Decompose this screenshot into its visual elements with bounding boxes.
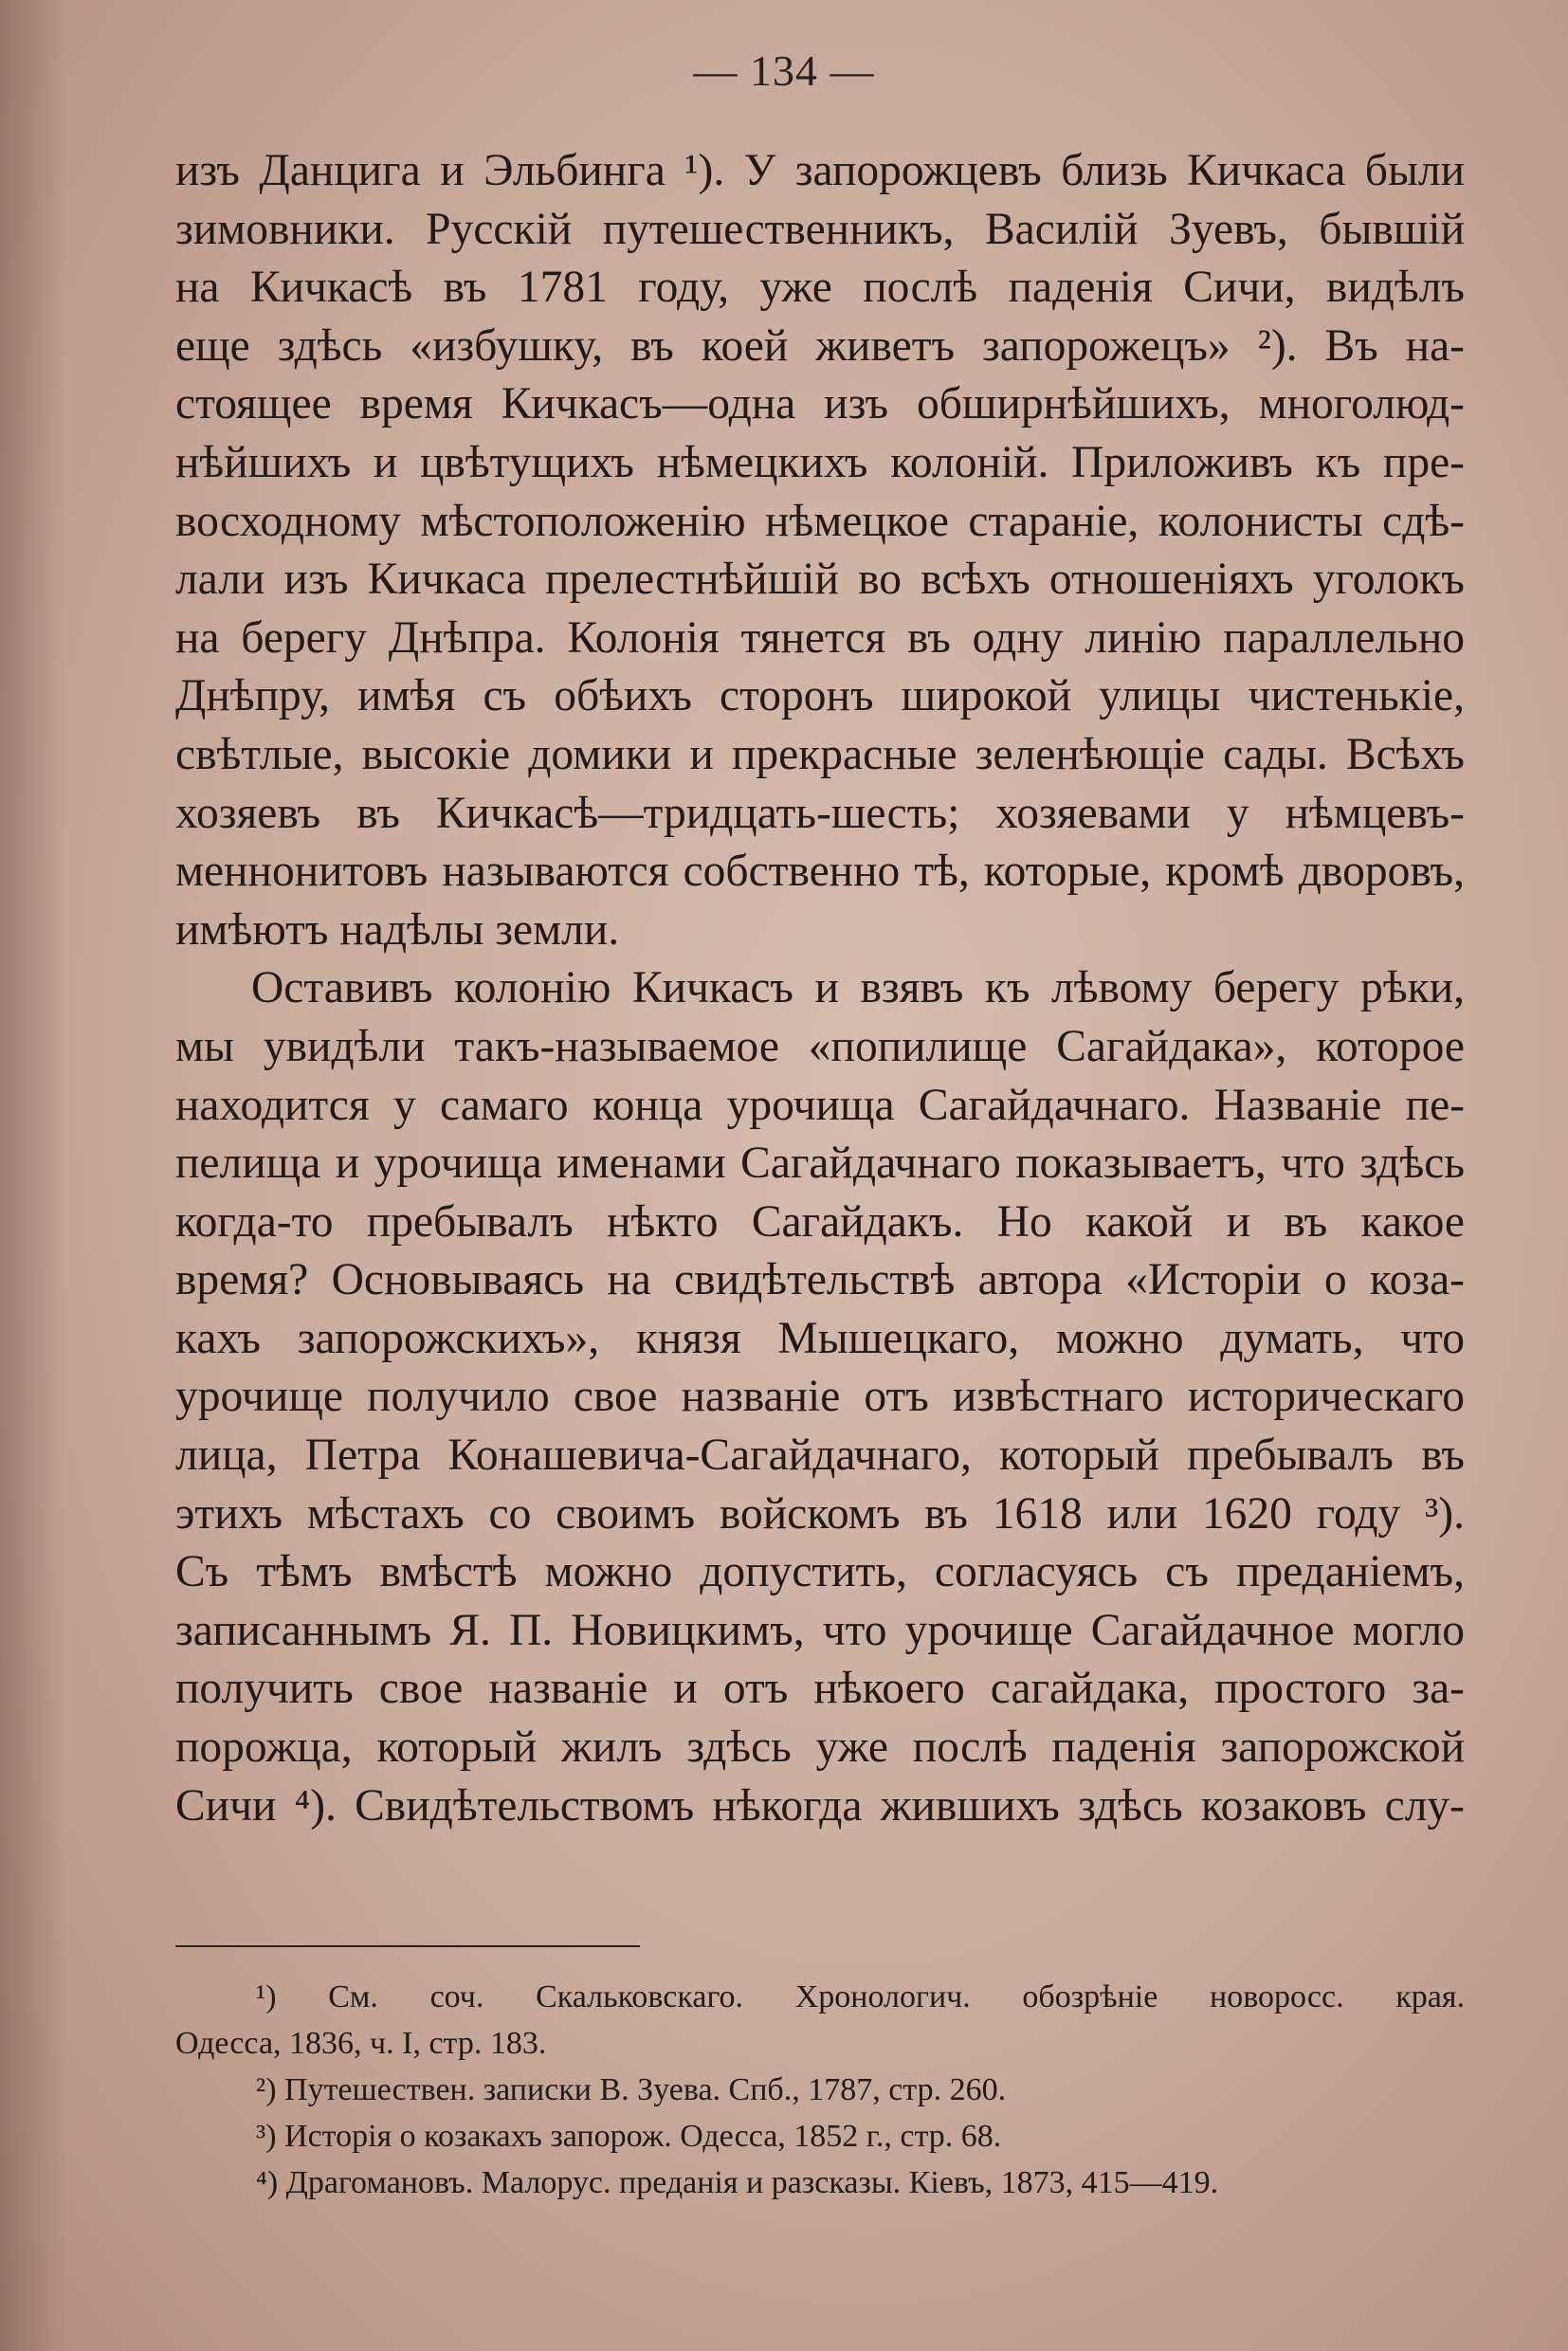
footnote-2: ²) Путешествен. записки В. Зуева. Спб., 1787, стр. 260. bbox=[256, 2072, 1007, 2107]
text-line: лица, Петра Конашевича-Сагайдачнаго, который пребывалъ въ bbox=[175, 1431, 1465, 1481]
text-line: Оставивъ колонію Кичкасъ и взявъ къ лѣвому берегу рѣки, bbox=[251, 963, 1465, 1013]
text-line: кахъ запорожскихъ», князя Мышецкаго, можно думать, что bbox=[175, 1313, 1465, 1363]
footnote-1: ¹) См. соч. Скальковскаго. Хронологич. обозрѣніе новоросс. края. bbox=[256, 1979, 1465, 2014]
footnote-rule bbox=[175, 1945, 640, 1947]
body-text bbox=[175, 142, 1465, 1835]
text-line: Съ тѣмъ вмѣстѣ можно допустить, согласуясь съ преданіемъ, bbox=[175, 1547, 1465, 1597]
text-line: имѣютъ надѣлы земли. bbox=[175, 904, 620, 955]
text-line: этихъ мѣстахъ со своимъ войскомъ въ 1618 или 1620 году ³). bbox=[175, 1488, 1465, 1539]
text-line: мы увидѣли такъ-называемое «попилище Сагайдака», которое bbox=[175, 1021, 1465, 1071]
footnote-3: ³) Исторія о козакахъ запорож. Одесса, 1852 г., стр. 68. bbox=[256, 2119, 1002, 2154]
footnote-1-continued: Одесса, 1836, ч. I, стр. 183. bbox=[175, 2026, 547, 2061]
text-line: урочище получило свое названіе отъ извѣстнаго историческаго bbox=[175, 1372, 1465, 1422]
text-line: время? Основываясь на свидѣтельствѣ автора «Исторіи о коза- bbox=[175, 1255, 1465, 1305]
text-line: меннонитовъ называются собственно тѣ, которые, кромѣ дворовъ, bbox=[175, 847, 1465, 897]
text-line: восходному мѣстоположенію нѣмецкое стараніе, колонисты сдѣ- bbox=[175, 496, 1465, 546]
text-line: Днѣпру, имѣя съ обѣихъ сторонъ широкой улицы чистенькіе, bbox=[175, 671, 1465, 721]
text-line: свѣтлые, высокіе домики и прекрасные зеленѣющіе сады. Всѣхъ bbox=[175, 729, 1465, 779]
text-line: еще здѣсь «избушку, въ коей живетъ запорожецъ» ²). Въ на- bbox=[175, 320, 1465, 371]
text-line: на берегу Днѣпра. Колонія тянется въ одну линію параллельно bbox=[175, 612, 1465, 663]
text-line: порожца, который жилъ здѣсь уже послѣ паденія запорожской bbox=[175, 1722, 1465, 1773]
text-line: изъ Данцига и Эльбинга ¹). У запорожцевъ близь Кичкаса были bbox=[175, 146, 1465, 195]
text-line: зимовники. Русскій путешественникъ, Василій Зуевъ, бывшій bbox=[175, 204, 1465, 254]
text-line: записаннымъ Я. П. Новицкимъ, что урочище Сагайдачное могло bbox=[175, 1605, 1465, 1655]
text-line: когда-то пребывалъ нѣкто Сагайдакъ. Но какой и въ какое bbox=[175, 1196, 1465, 1247]
text-line: находится у самаго конца урочища Сагайдачнаго. Названіе пе- bbox=[175, 1080, 1465, 1130]
text-line: лали изъ Кичкаса прелестнѣйшій во всѣхъ отношеніяхъ уголокъ bbox=[175, 555, 1465, 605]
text-line: Сичи ⁴). Свидѣтельствомъ нѣкогда жившихъ здѣсь козаковъ слу- bbox=[175, 1780, 1465, 1831]
text-line: нѣйшихъ и цвѣтущихъ нѣмецкихъ колоній. Приложивъ къ пре- bbox=[175, 437, 1465, 487]
footnotes bbox=[175, 1974, 1465, 2206]
text-line: получить свое названіе и отъ нѣкоего сагайдака, простого за- bbox=[175, 1664, 1465, 1714]
footnote-4: ⁴) Драгомановъ. Малорус. преданія и разсказы. Кіевъ, 1873, 415—419. bbox=[256, 2165, 1219, 2200]
text-line: стоящее время Кичкасъ—одна изъ обширнѣйшихъ, многолюд- bbox=[175, 379, 1465, 429]
paragraph-2 bbox=[175, 959, 1465, 1835]
text-line: пелища и урочища именами Сагайдачнаго показываетъ, что здѣсь bbox=[175, 1139, 1465, 1189]
spine-shadow bbox=[0, 0, 66, 2351]
paragraph-1 bbox=[175, 142, 1465, 959]
text-line: хозяевъ въ Кичкасѣ—тридцать-шесть; хозяевами у нѣмцевъ- bbox=[175, 788, 1465, 838]
page-number: — 134 — bbox=[693, 46, 875, 95]
text-line: на Кичкасѣ въ 1781 году, уже послѣ паденія Сичи, видѣлъ bbox=[175, 263, 1465, 313]
